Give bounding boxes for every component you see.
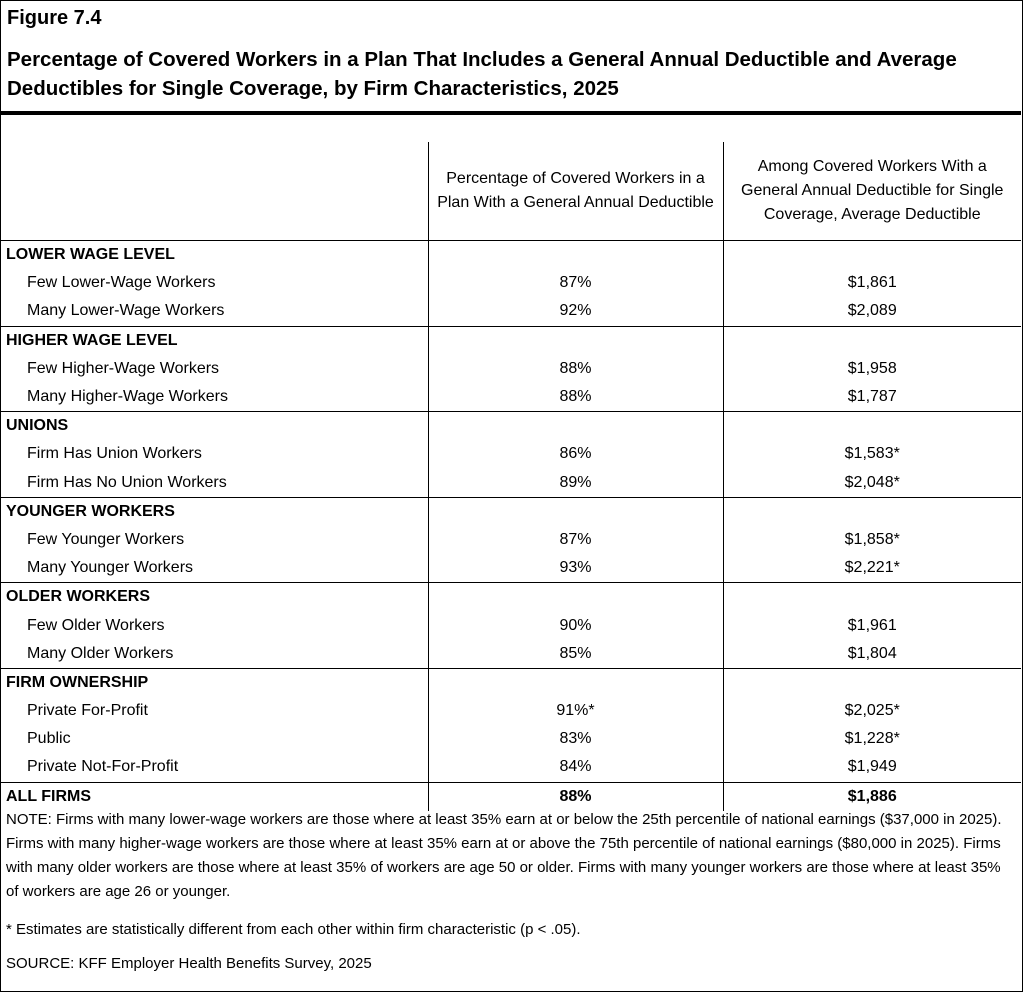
section-title: YOUNGER WORKERS	[0, 497, 428, 526]
row-deductible: $1,787	[723, 383, 1021, 412]
row-percentage: 85%	[428, 640, 723, 669]
table-row	[0, 440, 1021, 468]
table-row	[0, 697, 1021, 725]
section-title: HIGHER WAGE LEVEL	[0, 326, 428, 355]
row-percentage: 87%	[428, 526, 723, 554]
row-percentage: 88%	[428, 383, 723, 412]
row-deductible: $1,228*	[723, 725, 1021, 753]
table-header-row	[0, 142, 1021, 241]
column-header-characteristic	[0, 142, 428, 241]
row-percentage: 92%	[428, 297, 723, 326]
column-header-percentage: Percentage of Covered Workers in a Plan With a General Annual Deductible	[428, 142, 723, 241]
section-header-row	[0, 497, 1021, 526]
table-row	[0, 269, 1021, 297]
section-title: LOWER WAGE LEVEL	[0, 241, 428, 270]
row-label: Few Higher-Wage Workers	[27, 359, 220, 377]
row-label: Few Lower-Wage Workers	[27, 274, 216, 292]
row-deductible: $1,583*	[723, 440, 1021, 468]
section-spacer-cell	[428, 497, 723, 526]
row-deductible: $1,804	[723, 640, 1021, 669]
row-percentage: 89%	[428, 469, 723, 498]
row-label: Many Younger Workers	[27, 559, 194, 577]
section-spacer-cell	[723, 241, 1021, 270]
section-header-row	[0, 412, 1021, 441]
row-deductible: $1,861	[723, 269, 1021, 297]
row-deductible: $2,221*	[723, 554, 1021, 583]
table-row	[0, 725, 1021, 753]
section-spacer-cell	[723, 668, 1021, 697]
section-title: OLDER WORKERS	[0, 583, 428, 612]
row-percentage: 84%	[428, 753, 723, 782]
table-row	[0, 640, 1021, 669]
row-percentage: 93%	[428, 554, 723, 583]
row-deductible: $2,089	[723, 297, 1021, 326]
section-title: FIRM OWNERSHIP	[0, 668, 428, 697]
footnote-text: * Estimates are statistically different from each other within firm characteristic (p < .05).	[6, 921, 581, 938]
section-header-row	[0, 668, 1021, 697]
section-spacer-cell	[723, 497, 1021, 526]
row-label: Firm Has No Union Workers	[27, 473, 227, 491]
row-deductible: $2,048*	[723, 469, 1021, 498]
total-deductible: $1,886	[723, 782, 1021, 811]
section-spacer-cell	[428, 326, 723, 355]
section-header-row	[0, 326, 1021, 355]
table-row	[0, 469, 1021, 498]
row-deductible: $1,961	[723, 611, 1021, 639]
section-spacer-cell	[428, 412, 723, 441]
table-body	[0, 241, 1021, 811]
row-label: Firm Has Union Workers	[27, 445, 202, 463]
table-row	[0, 297, 1021, 326]
row-label: Private Not-For-Profit	[27, 758, 179, 776]
section-title: UNIONS	[0, 412, 428, 441]
total-row	[0, 782, 1021, 811]
data-table	[0, 142, 1021, 811]
table-row	[0, 355, 1021, 383]
row-deductible: $1,858*	[723, 526, 1021, 554]
row-label: Few Younger Workers	[27, 530, 185, 548]
row-percentage: 88%	[428, 355, 723, 383]
title-rule	[0, 111, 1021, 115]
row-label: Few Older Workers	[27, 616, 165, 634]
row-deductible: $1,949	[723, 753, 1021, 782]
section-header-row	[0, 583, 1021, 612]
row-label: Public	[27, 730, 71, 748]
note-text: NOTE: Firms with many lower-wage workers are those where at least 35% earn at or below the 25th percentile of national earnings ($37,000 in 2025). Firms with many higher-wage workers are those where at least 35% earn at or above the 75th percentile of national earnings ($80,000 in 2025). Firms with many older workers are those where at least 35% of workers are age 50 or older. Firms with many younger workers are those where at least 35% of workers are age 26 or younger.	[6, 811, 1002, 900]
section-spacer-cell	[723, 583, 1021, 612]
row-percentage: 83%	[428, 725, 723, 753]
row-percentage: 90%	[428, 611, 723, 639]
row-percentage: 86%	[428, 440, 723, 468]
section-spacer-cell	[723, 412, 1021, 441]
source-text: SOURCE: KFF Employer Health Benefits Survey, 2025	[6, 955, 372, 972]
total-percentage: 88%	[428, 782, 723, 811]
table-row	[0, 526, 1021, 554]
row-label: Many Higher-Wage Workers	[27, 388, 228, 406]
figure-label: Figure 7.4	[7, 7, 102, 29]
table-row	[0, 611, 1021, 639]
section-spacer-cell	[723, 326, 1021, 355]
row-percentage: 91%*	[428, 697, 723, 725]
row-label: Many Older Workers	[27, 644, 174, 662]
row-label: Private For-Profit	[27, 702, 148, 720]
figure-title: Percentage of Covered Workers in a Plan That Includes a General Annual Deductible and Average Deductibles for Single Coverage, by Firm Characteristics, 2025	[7, 48, 957, 100]
row-label: Many Lower-Wage Workers	[27, 302, 225, 320]
table-row	[0, 753, 1021, 782]
row-percentage: 87%	[428, 269, 723, 297]
column-header-deductible: Among Covered Workers With a General Annual Deductible for Single Coverage, Average Deductible	[723, 142, 1021, 241]
section-header-row	[0, 241, 1021, 270]
section-spacer-cell	[428, 241, 723, 270]
row-deductible: $1,958	[723, 355, 1021, 383]
row-deductible: $2,025*	[723, 697, 1021, 725]
table-row	[0, 383, 1021, 412]
notes-block	[6, 808, 1016, 976]
section-spacer-cell	[428, 583, 723, 612]
table-row	[0, 554, 1021, 583]
section-spacer-cell	[428, 668, 723, 697]
total-label: ALL FIRMS	[0, 782, 428, 811]
